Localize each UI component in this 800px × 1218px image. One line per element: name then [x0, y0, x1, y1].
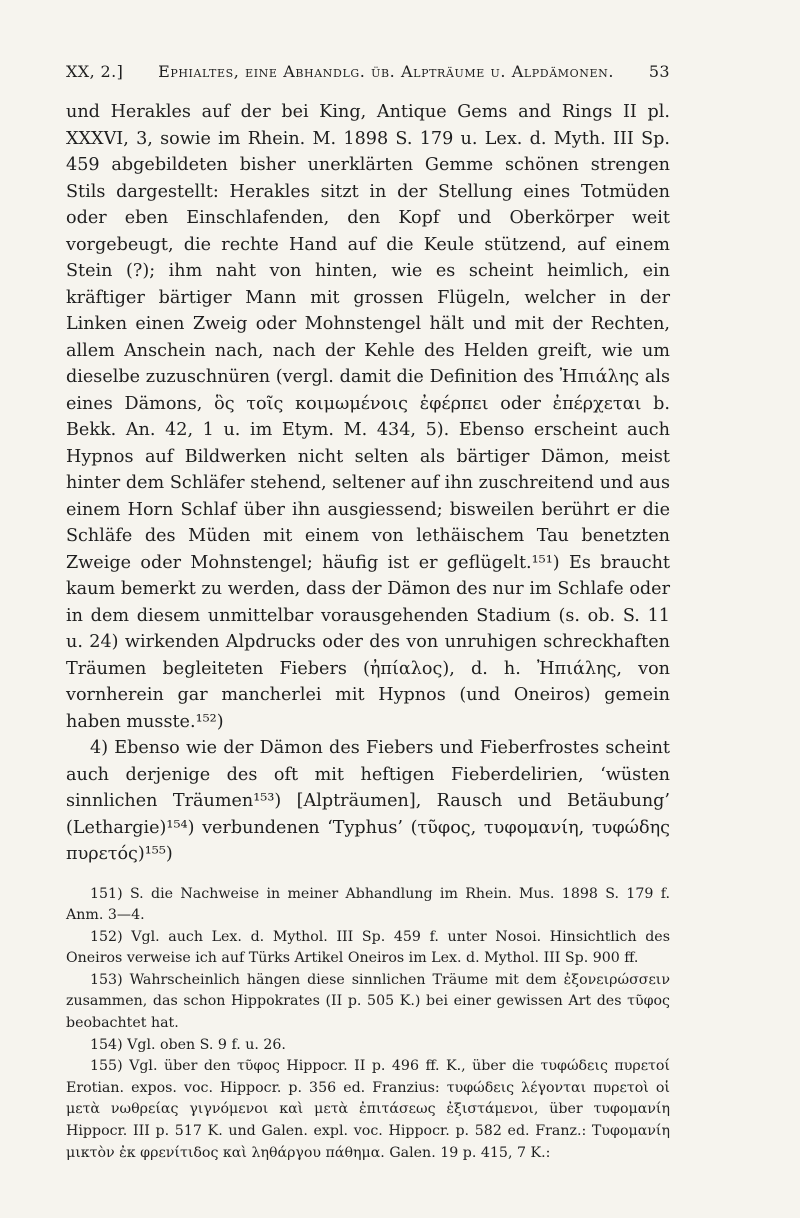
paragraph: und Herakles auf der bei King, Antique Gems and Rings II pl. XXXVI, 3, sowie im Rhein. M. 1898 S. 179 u. Lex. d. Myth. III Sp. 459 abgebildeten bisher unerklärten Gemme schönen strengen Stils dargestellt: Herakles sitzt in der Stellung eines Totmüden oder eben Einschlafenden, den Kopf und Oberkörper weit vorgebeugt, die rechte Hand auf die Keule stützend, auf einem Stein (?); ihm naht von hinten, wie es scheint heimlich, ein kräftiger bärtiger Mann mit grossen Flügeln, welcher in der Linken einen Zweig oder Mohnstengel hält und mit der Rechten, allem Anschein nach, nach der Kehle des Helden greift, wie um dieselbe zuzuschnüren (vergl. damit die Definition des Ἠπιάλης als eines Dämons, ὃς τοῖς κοιμωμένοις ἐφέρπει oder ἐπέρχεται b. Bekk. An. 42, 1 u. im Etym. M. 434, 5). Ebenso erscheint auch Hypnos auf Bildwerken nicht selten als bärtiger Dämon, meist hinter dem Schläfer stehend, seltener auf ihn zuschreitend und aus einem Horn Schlaf über ihn ausgiessend; bisweilen berührt er die Schläfe des Müden mit einem von lethäischem Tau benetzten Zweige oder Mohnstengel; häufig ist er geflügelt.¹⁵¹) Es braucht kaum bemerkt zu werden, dass der Dämon des nur im Schlafe oder in dem diesem unmittelbar vorausgehenden Stadium (s. ob. S. 11 u. 24) wirkenden Alpdrucks oder des von unruhigen schreckhaften Träumen begleiteten Fiebers (ἠπίαλος), d. h. Ἠπιάλης, von vornherein gar mancherlei mit Hypnos (und Oneiros) gemein haben musste.¹⁵²) — [66, 102, 670, 732]
footnotes — [66, 884, 670, 1165]
footnote: 155) Vgl. über den τῦφος Hippocr. II p. 496 ff. K., über die τυφώδεις πυρετοί Erotian. expos. voc. Hippocr. p. 356 ed. Franzius: τυφώδεις λέγονται πυρετοὶ οἱ μετὰ νωθρείας γιγνόμενοι καὶ μετὰ ἐπιτάσεως ἐξιστάμενοι, über τυφομανίη Hippocr. III p. 517 K. und Galen. expl. voc. Hippocr. p. 582 ed. Franz.: Τυφομανίη μικτὸν ἐκ φρενίτιδος καὶ ληθάργου πάθημα. Galen. 19 p. 415, 7 K.: — [66, 1058, 670, 1161]
running-title: Ephialtes, eine Abhandlg. üb. Alpträume u. Alpdämonen. — [158, 62, 615, 81]
footnote: 154) Vgl. oben S. 9 f. u. 26. — [90, 1036, 286, 1053]
paragraph: 4) Ebenso wie der Dämon des Fiebers und Fieberfrostes scheint auch derjenige des oft mit heftigen Fieberdelirien, ‘wüsten sinnlichen Träumen¹⁵³) [Alpträumen], Rausch und Betäubung’ (Lethargie)¹⁵⁴) verbundenen ‘Typhus’ (τῦφος, τυφομανίη, τυφώδης πυρετός)¹⁵⁵) — [66, 738, 670, 864]
page-number: 53 — [648, 62, 670, 81]
section-number: XX, 2.] — [66, 62, 124, 81]
footnote: 152) Vgl. auch Lex. d. Mythol. III Sp. 459 f. unter Nosoi. Hinsichtlich des Oneiros verweise ich auf Türks Artikel Oneiros im Lex. d. Mythol. III Sp. 900 ff. — [66, 928, 670, 967]
footnote: 153) Wahrscheinlich hängen diese sinnlichen Träume mit dem ἐξονειρώσσειν zusammen, das schon Hippokrates (II p. 505 K.) bei einer gewissen Art des τῦφος beobachtet hat. — [66, 971, 670, 1032]
main-text — [66, 99, 670, 868]
footnote: 151) S. die Nachweise in meiner Abhandlung im Rhein. Mus. 1898 S. 179 f. Anm. 3—4. — [66, 885, 670, 924]
running-header — [66, 62, 670, 81]
